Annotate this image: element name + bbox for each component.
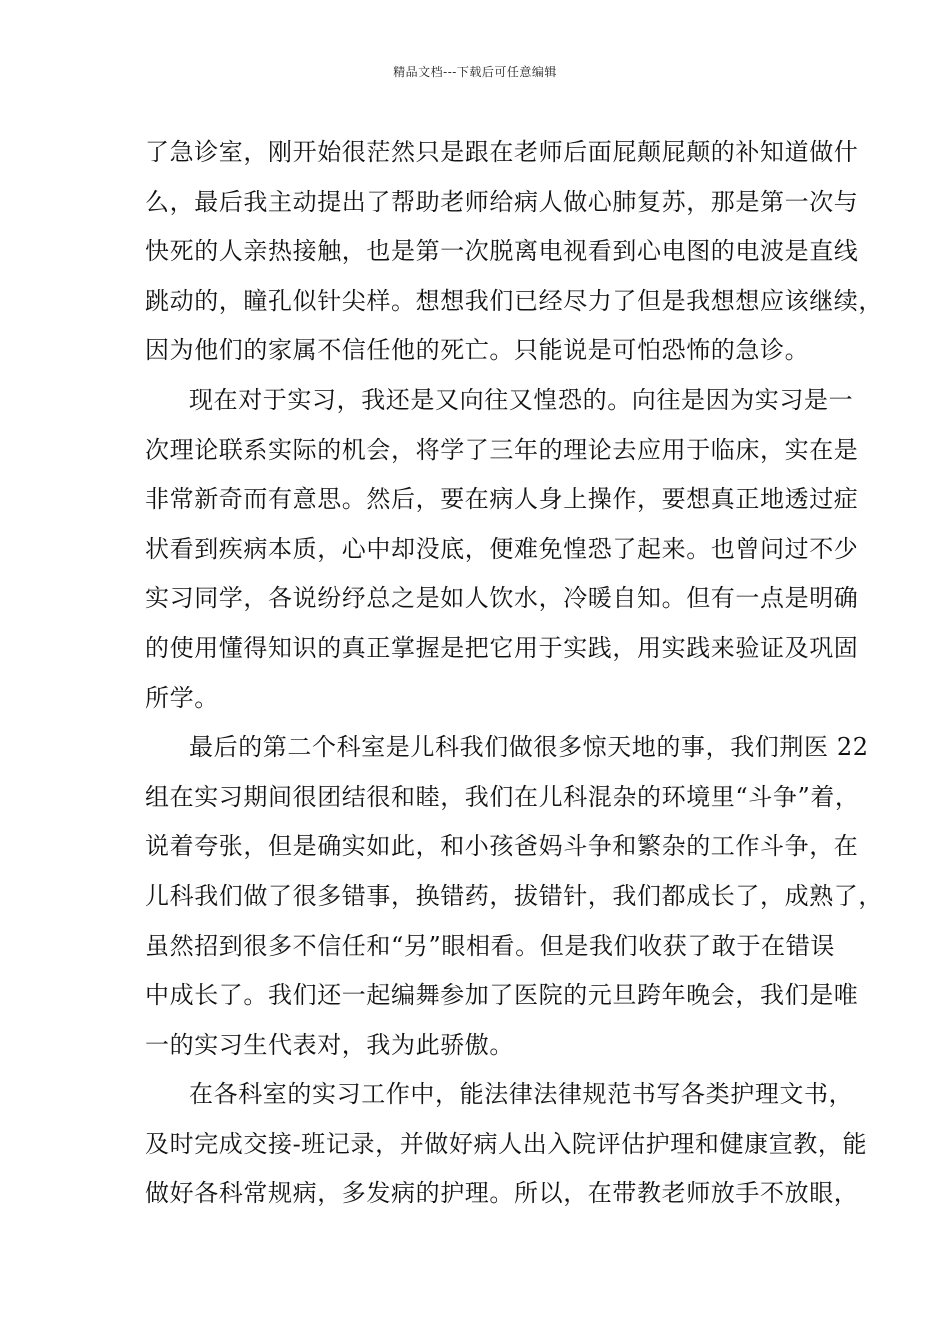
paragraph-3: [145, 723, 883, 1070]
text-line: 了急诊室，刚开始很茫然只是跟在老师后面屁颠屁颠的补知道做什: [145, 138, 859, 166]
text-line: 及时完成交接-班记录，并做好病人出入院评估护理和健康宣教，能: [145, 1129, 868, 1158]
text-line: 么，最后我主动提出了帮助老师给病人做心肺复苏，那是第一次与: [145, 187, 859, 216]
text-line: 一的实习生代表对，我为此骄傲。: [145, 1030, 514, 1059]
text-line: 所学。: [145, 683, 219, 712]
document-body: [145, 128, 883, 1219]
text-line: 状看到疾病本质，心中却没底，便难免惶恐了起来。也曾问过不少: [145, 534, 859, 563]
text-line: 快死的人亲热接触，也是第一次脱离电视看到心电图的电波是直线: [145, 237, 859, 266]
text-line: 次理论联系实际的机会，将学了三年的理论去应用于临床，实在是: [145, 435, 859, 464]
paragraph-2: [145, 376, 859, 723]
text-line: 最后的第二个科室是儿科我们做很多惊天地的事，我们荆医 22: [189, 733, 869, 762]
text-line: 组在实习期间很团结很和睦，我们在儿科混杂的环境里“斗争”着，: [145, 782, 860, 811]
page-header: 精品文档---下载后可任意编辑: [393, 65, 557, 79]
text-line: 非常新奇而有意思。然后，要在病人身上操作，要想真正地透过症: [145, 485, 859, 514]
text-line: 的使用懂得知识的真正掌握是把它用于实践，用实践来验证及巩固: [145, 633, 859, 662]
text-line: 儿科我们做了很多错事，换错药，拔错针，我们都成长了，成熟了，: [145, 881, 883, 910]
text-line: 实习同学，各说纷纾总之是如人饮水，冷暖自知。但有一点是明确: [145, 584, 859, 613]
text-line: 在各科室的实习工作中，能法律法律规范书写各类护理文书，: [189, 1080, 854, 1109]
text-line: 做好各科常规病，多发病的护理。所以，在带教老师放手不放眼，: [145, 1179, 859, 1208]
text-line: 因为他们的家属不信任他的死亡。只能说是可怕恐怖的急诊。: [145, 336, 810, 365]
paragraph-4: [145, 1070, 868, 1219]
paragraph-1: [145, 128, 883, 376]
text-line: 虽然招到很多不信任和“另”眼相看。但是我们收获了敢于在错误: [145, 931, 835, 960]
text-line: 中成长了。我们还一起编舞参加了医院的元旦跨年晚会，我们是唯: [145, 981, 859, 1010]
text-line: 跳动的，瞳孔似针尖样。想想我们已经尽力了但是我想想应该继续，: [145, 286, 883, 315]
text-line: 说着夸张，但是确实如此，和小孩爸妈斗争和繁杂的工作斗争，在: [145, 832, 859, 861]
text-line: 现在对于实习，我还是又向往又惶恐的。向往是因为实习是一: [189, 385, 854, 414]
